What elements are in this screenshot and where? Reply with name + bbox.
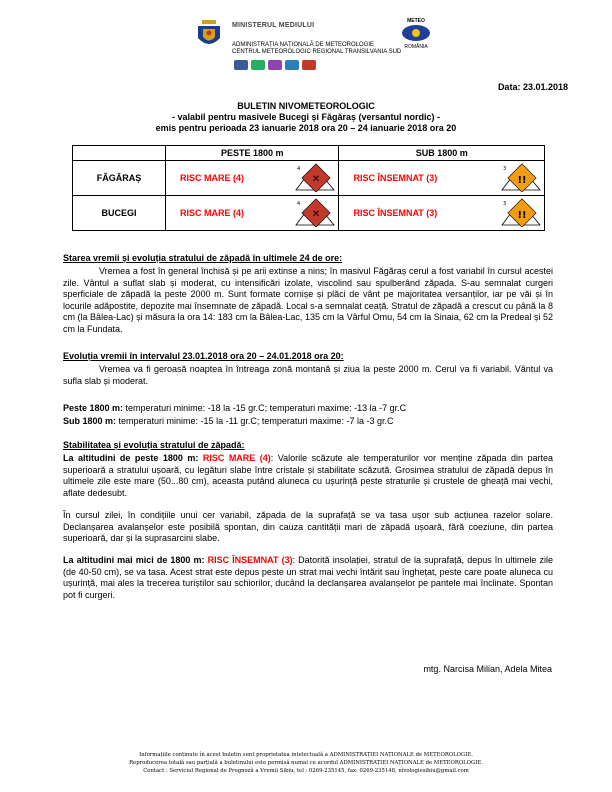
center-name: CENTRUL METEOROLOGIC REGIONAL TRANSILVANIA SUD — [232, 49, 402, 55]
partner-logo-icon — [285, 60, 299, 70]
footer-contact: Contact : Serviciul Regional de Prognoză a Vremii Sibiu, tel : 0269-235145, fax: 0269-235148, nivologiesibiu@gmail.com — [143, 768, 469, 774]
section3-title: Stabilitatea și evoluția stratului de zăpadă: — [63, 440, 245, 450]
stability-above — [63, 453, 553, 499]
government-coat-of-arms-icon — [196, 20, 222, 50]
country-label: ROMÂNIA — [404, 44, 428, 50]
meteo-icon — [400, 24, 432, 42]
temps-below — [63, 416, 553, 428]
partner-logo-icon — [268, 60, 282, 70]
stability-below — [63, 555, 553, 601]
risk-table — [72, 145, 545, 231]
partner-logo-icon — [302, 60, 316, 70]
stability-above-label: La altitudini de peste 1800 m: — [63, 453, 199, 463]
zone-bucegi: BUCEGI — [73, 196, 166, 231]
svg-text:3: 3 — [503, 166, 507, 172]
section1-text: Vremea a fost în general închisă și pe arii extinse a nins; în masivul Făgăraș cerul a fost variabil în cursul acestei zile. Vântul a suflat slab și moderat, cu intensificări izolate, viscolind sau spulberând zăpada. S-au semnalat curgeri sperficiale de zăpadă la peste 2000 m. Sunt formate cornișe și plăci de vânt pe majoritatea versanților, iar pe văi și în locurile adăpostite, depozite mai însemnate de zăpadă. Local s-a semnalat ceață. Stratul de zăpadă a crescut cu până la 8 cm (la Bâlea-Lac) și măsura la ora 14: 183 cm la Bâlea-Lac, 135 cm la Vârful Omu, 54 cm la Sinaia, 62 cm la Predeal și 52 cm la Fundata. — [63, 266, 553, 334]
risk-below-fagaras: RISC ÎNSEMNAT (3) — [339, 161, 498, 196]
footer-line2: Reproducerea totală sau parțială a buletinului este permisă numai cu acordul ADMINISTRAȚIEI NAȚIONALE de METEOROLOGIE. — [129, 760, 483, 766]
risk3-icon — [498, 161, 545, 196]
col-below-header: SUB 1800 m — [339, 146, 545, 161]
risk4-icon — [292, 196, 339, 231]
meteo-romania-logo — [394, 18, 438, 50]
stability-above-text2: În cursul zilei, în condițiile unui cer variabil, zăpada de la suprafață se va tasa ușor sub acțiunea razelor solare. Declanșarea avalanșelor este posibilă spontan, din cauza cantității mari de zăpadă ușoară, fără coeziune, din partea superioară, dar și la suprasarcini slabe. — [63, 510, 553, 543]
stability-below-risk: RISC ÎNSEMNAT (3) — [207, 555, 293, 565]
svg-text:!!: !! — [517, 210, 527, 221]
temps-above-text: temperaturi minime: -18 la -15 gr.C; temperaturi maxime: -13 la -7 gr.C — [123, 403, 407, 413]
temps-above — [63, 403, 553, 415]
table-row — [73, 196, 545, 231]
bulletin-subtitle: - valabil pentru masivele Bucegi și Făgăraș (versantul nordic) - — [171, 112, 441, 122]
svg-text:✕: ✕ — [312, 174, 321, 185]
risk-above-fagaras: RISC MARE (4) — [166, 161, 293, 196]
bulletin-date: Data: 23.01.2018 — [497, 82, 568, 92]
stability-above-risk: RISC MARE (4) — [202, 453, 271, 463]
ministry-name: MINISTERUL MEDIULUI — [232, 22, 315, 29]
partner-logos — [234, 57, 319, 75]
stability-above-text: : Valorile scăzute ale temperaturilor vor menține zăpada din partea superioară a stratului ușoară, cu legături slabe între cristale și stabilitate scăzută. Grosimea stratului de zăpadă depus în ultimele zile este mare (50...80 cm), aceasta putând aluneca cu ușurință peste straturile și crustele de gheață mai vechi, aflate dedesubt. — [63, 453, 553, 498]
stability-below-text: : Datorită insolației, stratul de la suprafață, depus în ultimele zile (de 40-50 cm), se va tasa. Acest strat este depus peste un strat mai vechi întărit sau înghețat, peste care poate aluneca cu ușurință, mai ales la trecerea turiștilor sau schiorilor, ducând la declanșarea avalanșelor pe pantele mai înclinate. Spontan pot fi curgeri. — [63, 555, 553, 600]
risk3-icon — [498, 196, 545, 231]
footer-line1: Informațiile conținute în acest buletin sunt proprietatea intelectuală a ADMINISTRAȚIEI NAȚIONALE de METEOROLOGIE. — [139, 752, 473, 758]
temps-below-text: temperaturi minime: -15 la -11 gr.C; temperaturi maxime: -7 la -3 gr.C — [116, 416, 394, 426]
risk-above-bucegi: RISC MARE (4) — [166, 196, 293, 231]
section2-text: Vremea va fi geroasă noaptea în întreaga zonă montană și ziua la peste 2000 m. Cerul va fi variabil. Vântul va sufla slab și moderat. — [63, 364, 553, 386]
svg-text:4: 4 — [297, 166, 301, 172]
stability-below-label: La altitudini mai mici de 1800 m: — [63, 555, 205, 565]
partner-logo-icon — [251, 60, 265, 70]
partner-logo-icon — [234, 60, 248, 70]
bulletin-period: emis pentru perioada 23 ianuarie 2018 ora 20 – 24 ianuarie 2018 ora 20 — [155, 123, 457, 133]
svg-text:✕: ✕ — [312, 209, 321, 220]
zone-fagaras: FĂGĂRAȘ — [73, 161, 166, 196]
temps-above-label: Peste 1800 m: — [63, 403, 124, 413]
empty-header-cell — [73, 146, 166, 161]
svg-text:4: 4 — [297, 201, 301, 207]
section2-title: Evoluția vremii în intervalul 23.01.2018 ora 20 – 24.01.2018 ora 20: — [63, 351, 344, 361]
section1-title: Starea vremii și evoluția stratului de zăpadă în ultimele 24 de ore: — [63, 253, 343, 263]
risk-below-bucegi: RISC ÎNSEMNAT (3) — [339, 196, 498, 231]
temps-below-label: Sub 1800 m: — [63, 416, 117, 426]
table-row — [73, 161, 545, 196]
signature: mtg. Narcisa Milian, Adela Mitea — [423, 664, 552, 674]
bulletin-title: BULETIN NIVOMETEOROLOGIC — [237, 101, 375, 111]
svg-text:!!: !! — [517, 175, 527, 186]
table-header-row — [73, 146, 545, 161]
col-above-header: PESTE 1800 m — [166, 146, 339, 161]
risk4-icon — [292, 161, 339, 196]
svg-text:3: 3 — [503, 201, 507, 207]
meteo-label: METEO — [407, 18, 425, 24]
agency-name: ADMINISTRAȚIA NAȚIONALĂ DE METEOROLOGIE — [232, 42, 375, 48]
